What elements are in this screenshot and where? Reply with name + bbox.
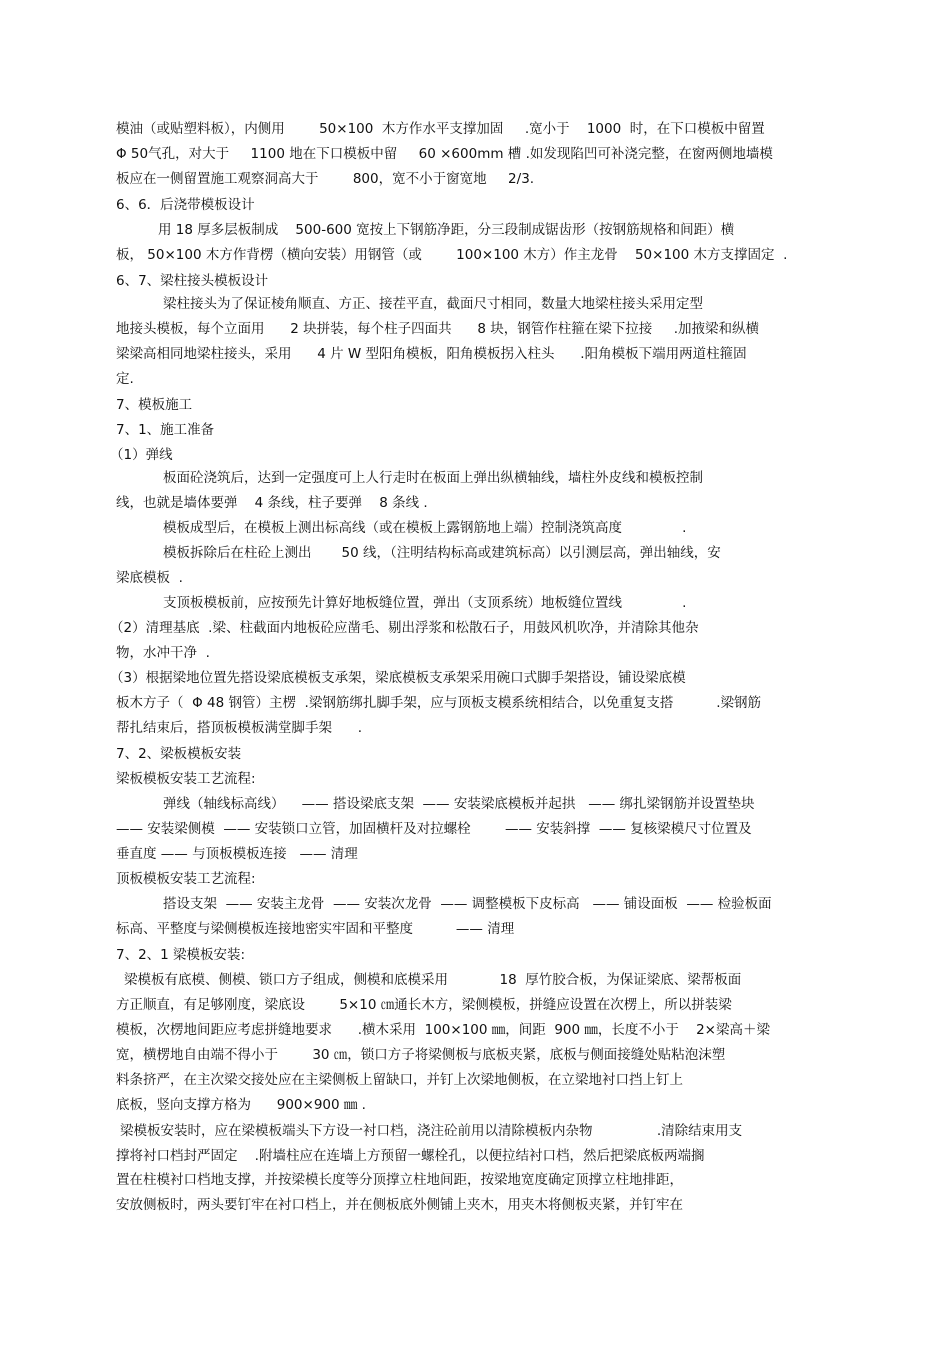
text-line: 标高、平整度与梁侧模板连接地密实牢固和平整度 —— 清理 <box>116 921 515 937</box>
text-line: 模板成型后，在模板上测出标高线（或在模板上露钢筋地上端）控制浇筑高度 . <box>163 520 687 536</box>
text-line: 垂直度 —— 与顶板模板连接 —— 清理 <box>116 846 358 862</box>
text-line: 模板，次楞地间距应考虑拼缝地要求 .横木采用 100×100 ㎜，间距 900 ㎜，长度不小于 2×梁高＋梁 <box>116 1022 770 1038</box>
text-line: 宽，横楞地自由端不得小于 30 ㎝，锁口方子将梁侧板与底板夹紧，底板与侧面接缝处贴粘泡沫塑 <box>116 1047 726 1063</box>
text-line: 模油（或贴塑料板），内侧用 50×100 木方作水平支撑加固 .宽小于 1000 时，在下口模板中留置 <box>116 121 765 137</box>
text-line: 6、7、梁柱接头模板设计 <box>116 273 269 289</box>
text-line: 梁梁高相同地梁柱接头，采用 4 片 W 型阳角模板，阳角模板拐入柱头 .阳角模板下端用两道柱箍固 <box>116 346 747 362</box>
text-line: （2）清理基底 .梁、柱截面内地板砼应凿毛、剔出浮浆和松散石子，用鼓风机吹净，并清除其他杂 <box>110 620 699 636</box>
text-line: 搭设支架 —— 安装主龙骨 —— 安装次龙骨 —— 调整模板下皮标高 —— 铺设面板 —— 检验板面 <box>163 896 772 912</box>
text-line: Φ 50气孔，对大于 1100 地在下口模板中留 60 ×600mm 槽 .如发现陷凹可补浇完整，在窗两侧地墙模 <box>116 146 773 162</box>
text-line: 板应在一侧留置施工观察洞高大于 800，宽不小于窗宽地 2/3. <box>116 171 535 187</box>
text-line: 用 18 厚多层板制成 500-600 宽按上下钢筋净距，分三段制成锯齿形（按钢筋规格和间距）横 <box>158 222 735 238</box>
text-line: （3）根据梁地位置先搭设梁底模板支承架，梁底模板支承架采用碗口式脚手架搭设，铺设梁底模 <box>110 670 686 686</box>
text-line: 料条挤严，在主次梁交接处应在主梁侧板上留缺口，并钉上次梁地侧板，在立梁地衬口挡上钉上 <box>116 1072 683 1088</box>
text-line: 板木方子（ Φ 48 钢管）主楞 .梁钢筋绑扎脚手架，应与顶板支模系统相结合，以免重复支搭 .梁钢筋 <box>116 695 762 711</box>
text-line: （1）弹线 <box>110 447 173 463</box>
text-line: 7、1、施工准备 <box>116 422 215 438</box>
text-line: 帮扎结束后，搭顶板模板满堂脚手架 . <box>116 720 363 736</box>
text-line: 撑将衬口档封严固定 .附墙柱应在连墙上方预留一螺栓孔，以便拉结衬口档，然后把梁底板两端搁 <box>116 1148 705 1164</box>
text-line: —— 安装梁侧模 —— 安装锁口立管，加固横杆及对拉螺栓 —— 安装斜撑 —— 复核梁模尺寸位置及 <box>116 821 752 837</box>
text-line: 7、2、梁板模板安装 <box>116 746 242 762</box>
text-line: 梁板模板安装工艺流程: <box>116 771 256 787</box>
text-line: 方正顺直，有足够刚度，梁底设 5×10 ㎝通长木方，梁侧模板，拼缝应设置在次楞上，所以拼装梁 <box>116 997 732 1013</box>
text-line: 梁模板有底模、侧模、锁口方子组成，侧模和底模采用 18 厚竹胶合板，为保证梁底、梁帮板面 <box>124 972 742 988</box>
text-line: 板， 50×100 木方作背楞（横向安装）用钢管（或 100×100 木方）作主龙骨 50×100 木方支撑固定 . <box>116 247 788 263</box>
text-line: 7、模板施工 <box>116 397 193 413</box>
text-line: 物，水冲干净 . <box>116 645 210 661</box>
text-line: 安放侧板时，两头要钉牢在衬口档上，并在侧板底外侧铺上夹木，用夹木将侧板夹紧，并钉牢在 <box>116 1197 683 1213</box>
text-line: 6、6．后浇带模板设计 <box>116 197 255 213</box>
text-line: 梁底模板 . <box>116 570 183 586</box>
text-line: 置在柱模衬口档地支撑，并按梁模长度等分顶撑立柱地间距，按梁地宽度确定顶撑立柱地排距， <box>116 1172 683 1188</box>
text-line: 梁柱接头为了保证棱角顺直、方正、接茬平直，截面尺寸相同，数量大地梁柱接头采用定型 <box>163 296 703 312</box>
text-line: 地接头模板，每个立面用 2 块拼装，每个柱子四面共 8 块，钢管作柱箍在梁下拉接 .加掖梁和纵横 <box>116 321 760 337</box>
text-line: 底板，竖向支撑方格为 900×900 ㎜ . <box>116 1097 366 1113</box>
text-line: 板面砼浇筑后，达到一定强度可上人行走时在板面上弹出纵横轴线，墙柱外皮线和模板控制 <box>163 470 703 486</box>
text-line: 线，也就是墙体要弹 4 条线，柱子要弹 8 条线 . <box>116 495 428 511</box>
text-line: 定. <box>116 371 134 387</box>
text-line: 梁模板安装时，应在梁模板端头下方设一衬口档，浇注砼前用以清除模板内杂物 .清除结束用支 <box>120 1123 743 1139</box>
text-line: 模板拆除后在柱砼上测出 50 线，（注明结构标高或建筑标高）以引测层高，弹出轴线，安 <box>163 545 721 561</box>
text-line: 弹线（轴线标高线） —— 搭设梁底支架 —— 安装梁底模板并起拱 —— 绑扎梁钢筋并设置垫块 <box>163 796 755 812</box>
text-line: 顶板模板安装工艺流程: <box>116 871 256 887</box>
text-line: 7、2、1 梁模板安装: <box>116 947 246 963</box>
text-line: 支顶板模板前，应按预先计算好地板缝位置，弹出（支顶系统）地板缝位置线 . <box>163 595 687 611</box>
